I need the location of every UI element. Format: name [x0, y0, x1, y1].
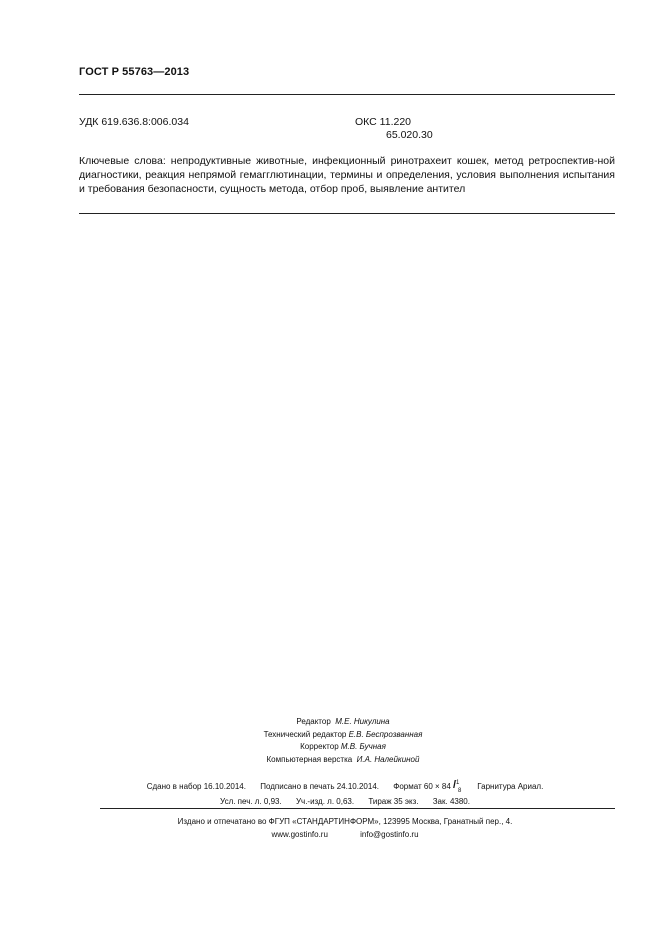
signed-date: Подписано в печать 24.10.2014.: [260, 782, 379, 791]
credit-corrector-name: М.В. Бучная: [340, 742, 386, 751]
fraction-denominator: 8: [458, 788, 462, 794]
typeface: Гарнитура Ариал.: [477, 782, 544, 791]
fraction-slash: /: [453, 779, 457, 791]
keywords-paragraph: Ключевые слова: непродуктивные животные, инфекционный ринотрахеит кошек, метод ретроспектив-ной диагностики, реакция непрямой гемагглютинации, термины и определения, условия выполнения испытания и требования безопасности, сущность метода, отбор проб, выявление антител: [79, 155, 615, 195]
publisher-contacts: [100, 828, 590, 841]
circulation: Тираж 35 экз.: [368, 797, 419, 806]
submitted-date: Сдано в набор 16.10.2014.: [146, 782, 246, 791]
standard-title: ГОСТ Р 55763—2013: [79, 66, 190, 78]
print-info: [100, 779, 590, 809]
publisher-email-link[interactable]: info@gostinfo.ru: [360, 830, 419, 839]
publisher-block: [100, 815, 590, 841]
udc-code: УДК 619.636.8:006.034: [79, 116, 189, 128]
paper-format-prefix: Формат 60 × 84: [393, 782, 451, 791]
fraction-numerator: 1: [456, 780, 460, 786]
print-sheets: Усл. печ. л. 0,93.: [220, 797, 282, 806]
credit-tech-editor: [150, 729, 536, 742]
publisher-website-link[interactable]: www.gostinfo.ru: [271, 830, 328, 839]
credit-corrector-label: Корректор: [300, 742, 339, 751]
order-number: Зак. 4380.: [432, 797, 470, 806]
top-divider: [79, 94, 615, 95]
credit-editor-label: Редактор: [296, 717, 331, 726]
credit-tech-editor-label: Технический редактор: [263, 729, 347, 739]
oks-codes: [355, 116, 433, 142]
publishing-sheets: Уч.-изд. л. 0,63.: [295, 797, 355, 806]
publisher-address: Издано и отпечатано во ФГУП «СТАНДАРТИНФОРМ», 123995 Москва, Гранатный пер., 4.: [177, 817, 513, 826]
bottom-divider: [79, 213, 615, 214]
credit-editor: [150, 716, 536, 729]
oks-code-2: 65.020.30: [386, 129, 433, 141]
credit-editor-name: М.Е. Никулина: [335, 717, 390, 726]
print-info-line-2: [100, 794, 590, 809]
paper-format: [393, 779, 463, 794]
credit-layout-label: Компьютерная верстка: [266, 754, 353, 764]
credit-layout-name: И.А. Налейкиной: [356, 754, 420, 764]
credit-corrector: [150, 741, 536, 754]
publisher-divider: [100, 808, 615, 809]
credit-layout: [150, 754, 536, 767]
paper-format-fraction: [453, 779, 463, 794]
oks-code-1: ОКС 11.220: [355, 116, 412, 128]
print-info-line-1: [100, 779, 590, 794]
credit-tech-editor-name: Е.В. Беспрозванная: [348, 729, 423, 739]
credits-block: [150, 716, 536, 766]
